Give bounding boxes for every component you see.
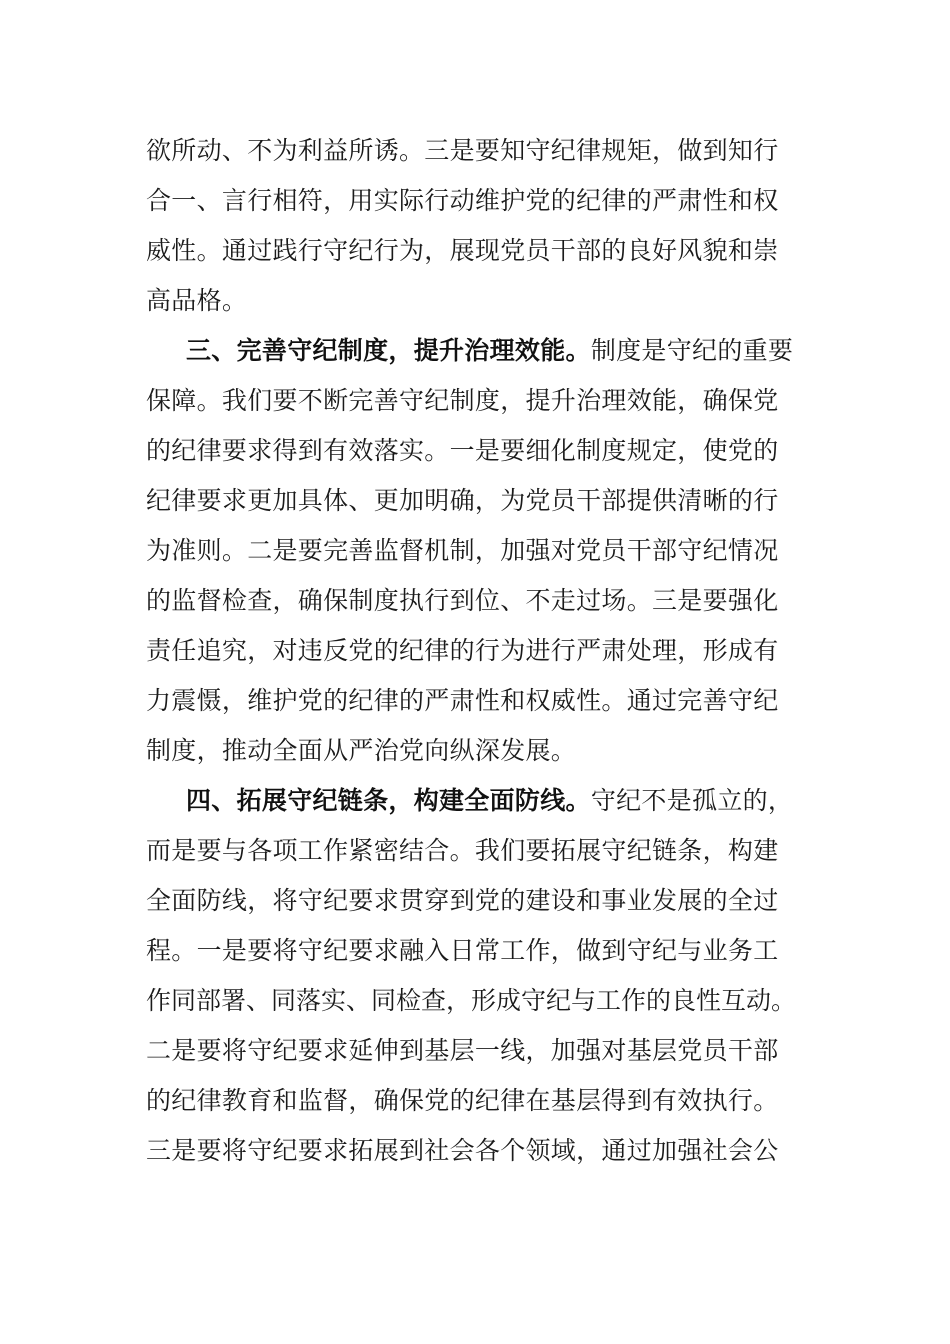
text-line: 合一、言行相符，用实际行动维护党的纪律的严肃性和权: [146, 186, 779, 215]
text-line: 高品格。: [146, 286, 248, 315]
section-3-first-line: [186, 326, 793, 376]
text-line: 欲所动、不为利益所诱。三是要知守纪律规矩，做到知行: [146, 136, 779, 165]
text-line: 二是要将守纪要求延伸到基层一线，加强对基层党员干部: [146, 1036, 779, 1065]
text-line: 的纪律要求得到有效落实。一是要细化制度规定，使党的: [146, 436, 779, 465]
section-3-heading: 三、完善守纪制度，提升治理效能。: [186, 336, 591, 365]
section-3-first-line-text: 制度是守纪的重要: [590, 336, 794, 365]
text-line: 全面防线，将守纪要求贯穿到党的建设和事业发展的全过: [146, 886, 779, 915]
text-line: 的监督检查，确保制度执行到位、不走过场。三是要强化: [146, 586, 779, 615]
text-line: 为准则。二是要完善监督机制，加强对党员干部守纪情况: [146, 536, 779, 565]
section-4-first-line-text: 守纪不是孤立的，: [590, 786, 794, 815]
text-line: 的纪律教育和监督，确保党的纪律在基层得到有效执行。: [146, 1086, 779, 1115]
text-line: 制度，推动全面从严治党向纵深发展。: [146, 736, 577, 765]
text-line: 力震慑，维护党的纪律的严肃性和权威性。通过完善守纪: [146, 686, 779, 715]
text-line: 威性。通过践行守纪行为，展现党员干部的良好风貌和崇: [146, 236, 779, 265]
text-line: 程。一是要将守纪要求融入日常工作，做到守纪与业务工: [146, 936, 779, 965]
text-line: 而是要与各项工作紧密结合。我们要拓展守纪链条，构建: [146, 836, 779, 865]
text-line: 三是要将守纪要求拓展到社会各个领域，通过加强社会公: [146, 1136, 779, 1165]
text-line: 责任追究，对违反党的纪律的行为进行严肃处理，形成有: [146, 636, 779, 665]
text-line: 作同部署、同落实、同检查，形成守纪与工作的良性互动。: [146, 986, 797, 1015]
section-4-heading: 四、拓展守纪链条，构建全面防线。: [186, 786, 591, 815]
text-line: 纪律要求更加具体、更加明确，为党员干部提供清晰的行: [146, 486, 779, 515]
section-4-first-line: [186, 776, 793, 826]
text-line: 保障。我们要不断完善守纪制度，提升治理效能，确保党: [146, 386, 779, 415]
